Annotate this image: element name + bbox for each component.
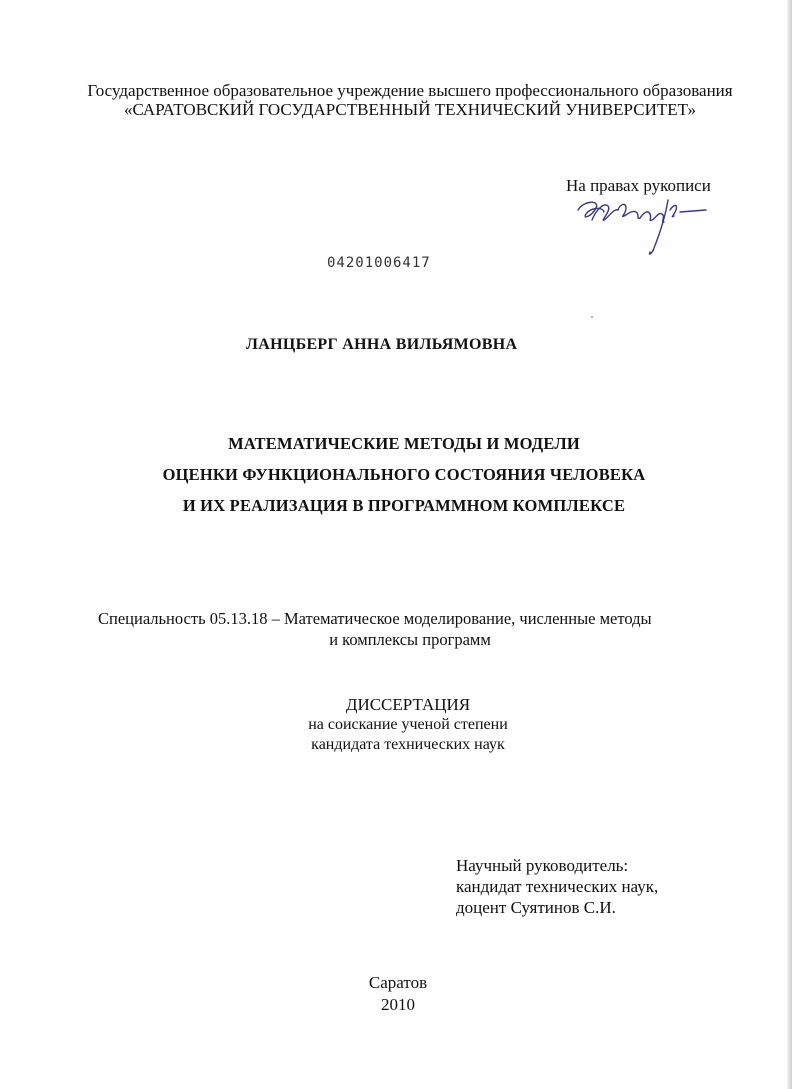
title-line-2: ОЦЕНКИ ФУНКЦИОНАЛЬНОГО СОСТОЯНИЯ ЧЕЛОВЕКА <box>162 465 646 484</box>
advisor-line-2: кандидат технических наук, <box>456 877 659 896</box>
scan-edge-shadow <box>787 0 792 1089</box>
advisor-line-1: Научный руководитель: <box>456 856 629 875</box>
institution-line-1: Государственное образовательное учреждение высшего профессионального образования <box>87 81 733 100</box>
city: Саратов <box>368 973 428 992</box>
specialty-line-2: и комплексы программ <box>329 630 491 649</box>
dissertation-line-3: кандидата технических наук <box>311 736 505 753</box>
advisor-line-3: доцент Суятинов С.И. <box>456 898 616 917</box>
dissertation-heading: ДИССЕРТАЦИЯ <box>345 695 471 714</box>
title-line-3: И ИХ РЕАЛИЗАЦИЯ В ПРОГРАММНОМ КОМПЛЕКСЕ <box>182 496 626 515</box>
year: 2010 <box>381 995 415 1014</box>
rights-note: На правах рукописи <box>566 176 711 195</box>
author-name: ЛАНЦБЕРГ АННА ВИЛЬЯМОВНА <box>246 336 518 353</box>
signature-icon <box>574 196 710 262</box>
title-line-1: МАТЕМАТИЧЕСКИЕ МЕТОДЫ И МОДЕЛИ <box>228 434 580 453</box>
scan-speck <box>591 316 593 318</box>
specialty-line-1: Специальность 05.13.18 – Математическое моделирование, численные методы <box>98 609 652 628</box>
document-code: 04201006417 <box>327 255 431 271</box>
institution-line-2: «САРАТОВСКИЙ ГОСУДАРСТВЕННЫЙ ТЕХНИЧЕСКИЙ УНИВЕРСИТЕТ» <box>123 100 697 119</box>
dissertation-line-2: на соискание ученой степени <box>308 716 508 733</box>
